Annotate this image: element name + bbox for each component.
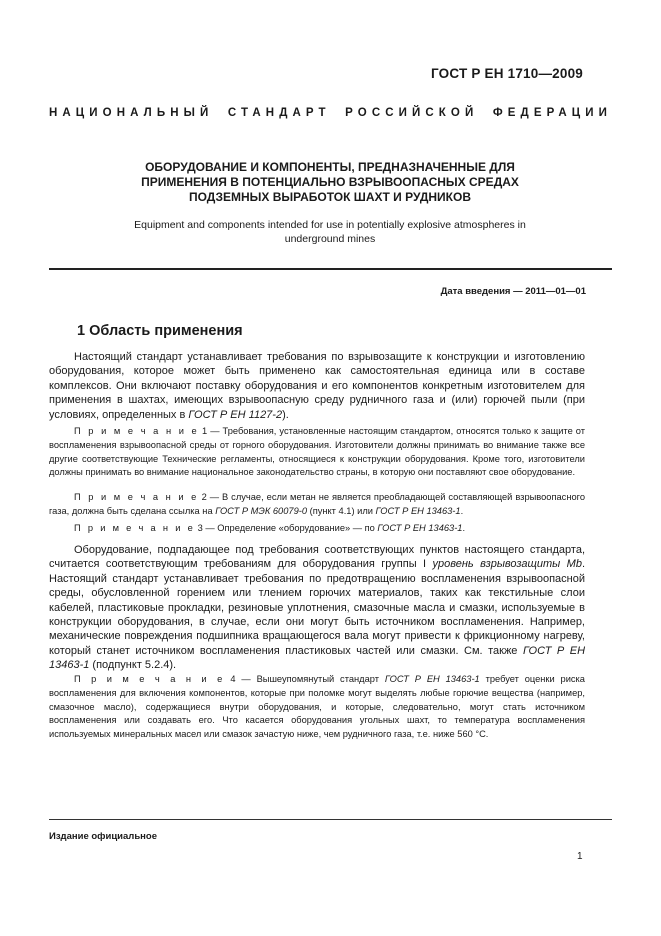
reference-gost-13463-1: ГОСТ Р ЕН 13463-1 bbox=[384, 674, 480, 684]
national-standard-header: НАЦИОНАЛЬНЫЙ СТАНДАРТ РОССИЙСКОЙ ФЕДЕРАЦИИ bbox=[49, 107, 612, 119]
note-1: П р и м е ч а н и е 1 — Требования, установленные настоящим стандартом, относятся только к защите от воспламенения взрывоопасной среды от горного оборудования. Изготовители должны принимать во внимание также все другие соответствующие Технические регламенты, относящиеся к конструкции оборудования. Кроме того, изготовители должны принимать во внимание национальное законодательство страны, в которую они поставляют свое оборудование. bbox=[49, 426, 585, 478]
reference-gost-13463-1: ГОСТ Р ЕН 13463-1 bbox=[377, 523, 463, 533]
document-number: ГОСТ Р ЕН 1710—2009 bbox=[430, 66, 583, 81]
page-number: 1 bbox=[577, 851, 583, 862]
reference-gost-13463-1: ГОСТ Р ЕН 13463-1 bbox=[375, 505, 461, 516]
note-4: П р и м е ч а н и е 4 — Вышеупомянутый стандарт ГОСТ Р ЕН 13463-1 требует оценки риска воспламенения для включения компонентов, которые при поломке могут выделять любые горючие вещества (например, смазочное масло), содержащиеся внутри оборудования, и которые, следовательно, могут стать источником воспламенения или создавать его. Что касается оборудования угольных шахт, то температура воспламенения используемых минеральных масел или смазок зачастую ниже, чем рудничного газа, т.е. ниже 560 °С. bbox=[49, 674, 585, 740]
reference-gost-iec-60079-0: ГОСТ Р МЭК 60079-0 bbox=[215, 505, 308, 516]
official-edition-label: Издание официальное bbox=[49, 831, 157, 842]
scope-paragraph-2: Оборудование, подпадающее под требования соответствующих пунктов настоящего стандарта, считается соответствующим требованиям для оборудования группы I уровень взрывозащиты Mb. Настоящий стандарт устанавливает требования по предотвращению воспламенения взрывоопасной среды, обусловленной горением или тлением горючих материалов, таких как текстильные слои кабелей, пластиковые прокладки, резиновые уплотнения, смазочные масла и смазки, используемые в конструкции оборудования, в случае, если они могут быть источником воспламенения. Например, механические повреждения подшипника вращающегося вала могут привести к фрикционному нагреву, который станет источником воспламенения пластиковых частей или смазки. См. также ГОСТ Р ЕН 13463-1 (подпункт 5.2.4). bbox=[49, 544, 586, 672]
title-divider bbox=[49, 268, 612, 270]
note-2: П р и м е ч а н и е 2 — В случае, если метан не является преобладающей составляющей взрывоопасного газа, должна быть сделана ссылка на ГОСТ Р МЭК 60079-0 (пункт 4.1) или ГОСТ Р ЕН 13463-1. bbox=[49, 492, 585, 516]
introduction-date: Дата введения — 2011—01—01 bbox=[440, 286, 586, 297]
document-title-ru: ОБОРУДОВАНИЕ И КОМПОНЕНТЫ, ПРЕДНАЗНАЧЕННЫЕ ДЛЯ ПРИМЕНЕНИЯ В ПОТЕНЦИАЛЬНО ВЗРЫВООПАСНЫХ СРЕДАХ ПОДЗЕМНЫХ ВЫРАБОТОК ШАХТ И РУДНИКОВ bbox=[141, 160, 519, 204]
reference-gost-13463-1: ГОСТ Р ЕН 13463-1 bbox=[49, 644, 586, 672]
reference-gost-1127-2: ГОСТ Р ЕН 1127-2 bbox=[188, 408, 283, 421]
section-title: 1 Область применения bbox=[77, 323, 243, 339]
document-title-en: Equipment and components intended for use in potentially explosive atmospheres in underground mines bbox=[134, 219, 526, 245]
scope-paragraph-1: Настоящий стандарт устанавливает требования по взрывозащите к конструкции и изготовлению оборудования, которое может быть применено как самостоятельная единица или в составе комплексов. Они включают поставку оборудования и его компонентов конкретным изготовителем для применения в шахтах, имеющих взрывоопасную среду рудничного газа и (или) горючей пыли (при условиях, определенных в ГОСТ Р ЕН 1127-2). bbox=[49, 351, 585, 421]
note-3: П р и м е ч а н и е 3 — Определение «оборудование» — по ГОСТ Р ЕН 13463-1. bbox=[74, 523, 466, 533]
protection-level-reference: уровень взрывозащиты Mb bbox=[432, 558, 582, 571]
footer-divider bbox=[49, 819, 612, 820]
